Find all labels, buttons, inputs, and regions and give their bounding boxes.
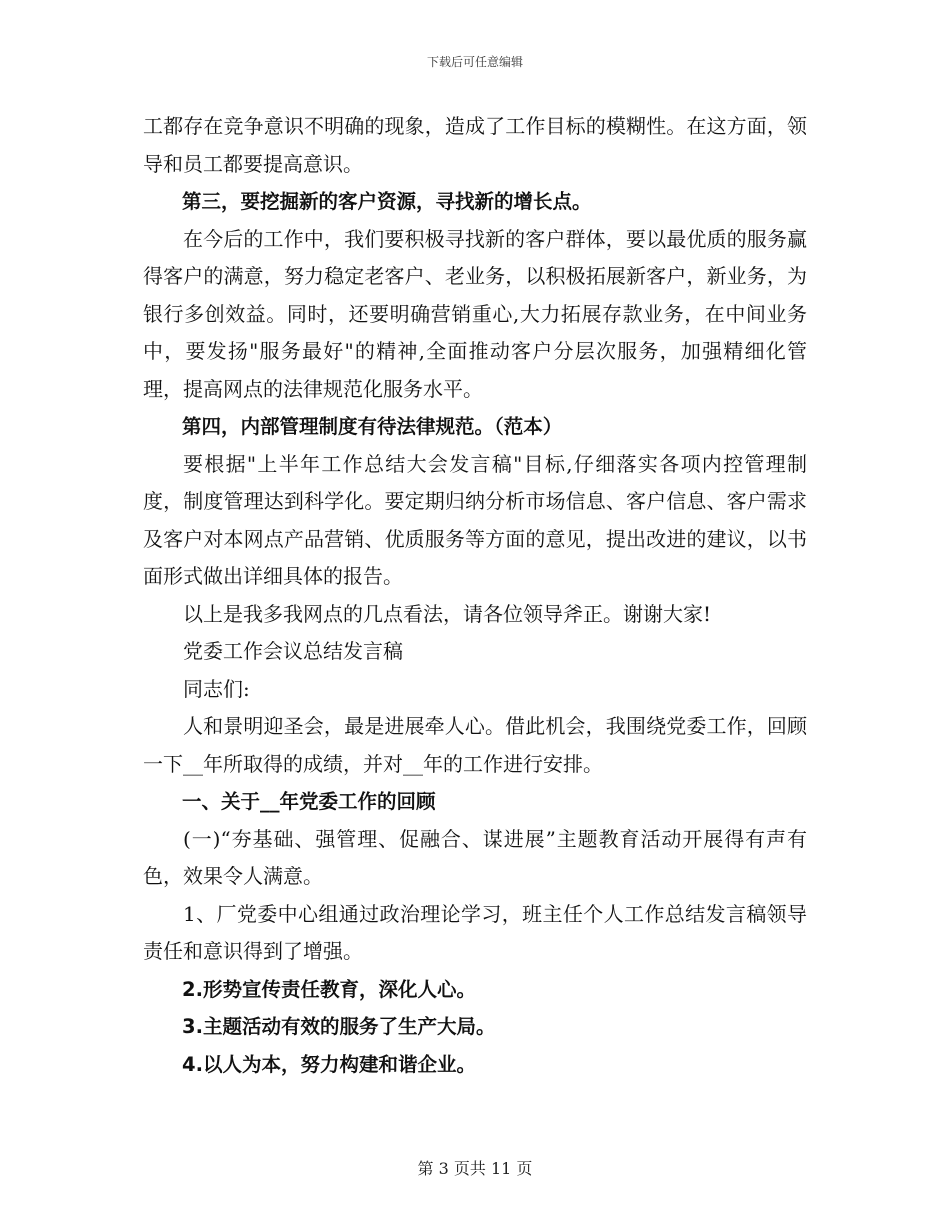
list-item-heading: 4.以人为本，努力构建和谐企业。: [182, 1052, 476, 1076]
paragraph: 在今后的工作中，我们要积极寻找新的客户群体，要以最优质的服务赢得客户的满意，努力稳定老客户、老业务，以积极拓展新客户，新业务，为银行多创效益。同时，还要明确营销重心,大力拓展存款业务，在中间业务中，要发扬"服务最好"的精神,全面推动客户分层次服务，加强精细化管理，提高网点的法律规范化服务水平。: [143, 226, 807, 401]
document-body: [143, 108, 807, 1083]
paragraph: 以上是我多我网点的几点看法，请各位领导斧正。谢谢大家!: [183, 601, 712, 626]
section-heading: 一、关于__年党委工作的回顾: [182, 790, 436, 813]
paragraph: 1、厂党委中心组通过政治理论学习，班主任个人工作总结发言稿领导责任和意识得到了增强。: [143, 901, 807, 963]
list-item-heading: 2.形势宣传责任教育，深化人心。: [182, 977, 476, 1001]
list-item-heading: 3.主题活动有效的服务了生产大局。: [182, 1015, 496, 1038]
paragraph: 工都存在竞争意识不明确的现象，造成了工作目标的模糊性。在这方面，领导和员工都要提高意识。: [143, 114, 807, 176]
paragraph: 人和景明迎圣会，最是进展牵人心。借此机会，我围绕党委工作，回顾一下__年所取得的成绩，并对__年的工作进行安排。: [143, 714, 807, 776]
paragraph: (一)“夯基础、强管理、促融合、谋进展”主题教育活动开展得有声有色，效果令人满意。: [143, 826, 807, 888]
salutation: 同志们:: [183, 676, 250, 701]
page-number: 第 3 页共 11 页: [417, 1159, 533, 1178]
paragraph: 要根据"上半年工作总结大会发言稿"目标,仔细落实各项内控管理制度，制度管理达到科学化。要定期归纳分析市场信息、客户信息、客户需求及客户对本网点产品营销、优质服务等方面的意见，提出改进的建议，以书面形式做出详细具体的报告。: [143, 451, 807, 588]
page-header: 下载后可任意编辑: [426, 55, 523, 69]
section-heading: 第三，要挖掘新的客户资源，寻找新的增长点。: [182, 190, 592, 213]
section-heading: 第四，内部管理制度有待法律规范。（范本）: [182, 415, 563, 438]
document-title: 党委工作会议总结发言稿: [183, 639, 403, 663]
